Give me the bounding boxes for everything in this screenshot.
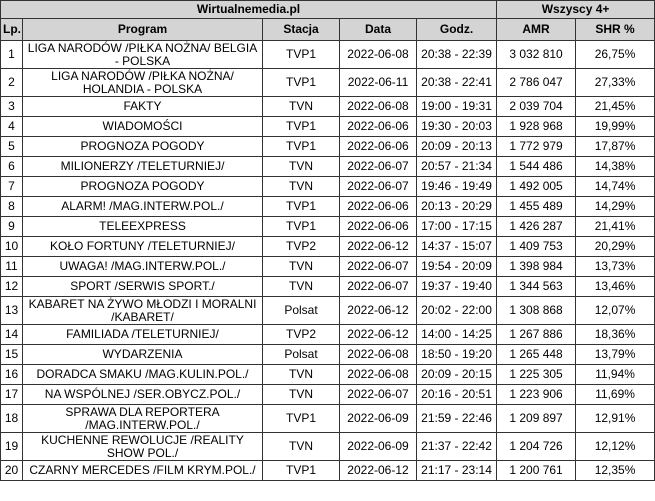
table-row <box>1 157 655 177</box>
cell-shr: 14,38% <box>576 157 655 177</box>
cell-stacja: TVP1 <box>263 41 340 69</box>
table-row <box>1 365 655 385</box>
cell-lp: 6 <box>1 157 23 177</box>
cell-data: 2022-06-12 <box>340 297 417 325</box>
cell-program: DORADCA SMAKU /MAG.KULIN.POL./ <box>23 365 263 385</box>
cell-lp: 19 <box>1 433 23 461</box>
cell-shr: 14,29% <box>576 197 655 217</box>
cell-program: PROGNOZA POGODY <box>23 137 263 157</box>
cell-amr: 1 544 486 <box>497 157 576 177</box>
cell-stacja: TVP1 <box>263 217 340 237</box>
cell-stacja: TVN <box>263 365 340 385</box>
column-header-shr: SHR % <box>576 19 655 41</box>
cell-program: FAMILIADA /TELETURNIEJ/ <box>23 325 263 345</box>
cell-amr: 2 039 704 <box>497 97 576 117</box>
cell-godz: 20:09 - 20:13 <box>417 137 497 157</box>
cell-amr: 1 200 761 <box>497 461 576 481</box>
cell-stacja: TVN <box>263 385 340 405</box>
cell-lp: 17 <box>1 385 23 405</box>
column-header-godz: Godz. <box>417 19 497 41</box>
cell-godz: 17:00 - 17:15 <box>417 217 497 237</box>
cell-lp: 12 <box>1 277 23 297</box>
cell-data: 2022-06-07 <box>340 257 417 277</box>
cell-lp: 7 <box>1 177 23 197</box>
table-row <box>1 197 655 217</box>
cell-godz: 20:38 - 22:39 <box>417 41 497 69</box>
cell-amr: 1 492 005 <box>497 177 576 197</box>
cell-data: 2022-06-07 <box>340 157 417 177</box>
cell-data: 2022-06-12 <box>340 325 417 345</box>
cell-stacja: TVP2 <box>263 237 340 257</box>
cell-program: SPORT /SERWIS SPORT./ <box>23 277 263 297</box>
cell-amr: 1 409 753 <box>497 237 576 257</box>
cell-godz: 20:13 - 20:29 <box>417 197 497 217</box>
cell-data: 2022-06-06 <box>340 117 417 137</box>
table-row <box>1 277 655 297</box>
cell-program: SPRAWA DLA REPORTERA /MAG.INTERW.POL./ <box>23 405 263 433</box>
cell-amr: 1 455 489 <box>497 197 576 217</box>
table-row <box>1 345 655 365</box>
cell-stacja: TVN <box>263 97 340 117</box>
cell-godz: 20:02 - 22:00 <box>417 297 497 325</box>
table-body <box>1 41 655 481</box>
cell-lp: 10 <box>1 237 23 257</box>
cell-godz: 21:37 - 22:42 <box>417 433 497 461</box>
cell-lp: 18 <box>1 405 23 433</box>
cell-amr: 2 786 047 <box>497 69 576 97</box>
cell-stacja: TVP1 <box>263 117 340 137</box>
cell-shr: 12,91% <box>576 405 655 433</box>
cell-lp: 15 <box>1 345 23 365</box>
cell-lp: 4 <box>1 117 23 137</box>
cell-godz: 20:57 - 21:34 <box>417 157 497 177</box>
cell-lp: 9 <box>1 217 23 237</box>
cell-lp: 11 <box>1 257 23 277</box>
table-row <box>1 177 655 197</box>
cell-data: 2022-06-11 <box>340 69 417 97</box>
cell-godz: 20:09 - 20:15 <box>417 365 497 385</box>
cell-shr: 11,69% <box>576 385 655 405</box>
cell-amr: 1 225 305 <box>497 365 576 385</box>
cell-stacja: Polsat <box>263 345 340 365</box>
cell-data: 2022-06-12 <box>340 237 417 257</box>
cell-lp: 14 <box>1 325 23 345</box>
table-title: Wirtualnemedia.pl <box>1 1 497 19</box>
cell-godz: 19:54 - 20:09 <box>417 257 497 277</box>
table-row <box>1 325 655 345</box>
cell-data: 2022-06-09 <box>340 405 417 433</box>
cell-shr: 12,12% <box>576 433 655 461</box>
cell-stacja: TVP1 <box>263 405 340 433</box>
table-row <box>1 69 655 97</box>
column-header-lp: Lp. <box>1 19 23 41</box>
column-header-data: Data <box>340 19 417 41</box>
cell-program: KUCHENNE REWOLUCJE /REALITY SHOW POL./ <box>23 433 263 461</box>
table-row <box>1 433 655 461</box>
cell-program: KABARET NA ŻYWO MŁODZI I MORALNI /KABARET/ <box>23 297 263 325</box>
cell-program: ALARM! /MAG.INTERW.POL./ <box>23 197 263 217</box>
cell-data: 2022-06-06 <box>340 197 417 217</box>
cell-program: PROGNOZA POGODY <box>23 177 263 197</box>
cell-shr: 13,79% <box>576 345 655 365</box>
cell-shr: 13,73% <box>576 257 655 277</box>
cell-shr: 13,46% <box>576 277 655 297</box>
cell-shr: 27,33% <box>576 69 655 97</box>
cell-data: 2022-06-08 <box>340 365 417 385</box>
table-row <box>1 137 655 157</box>
cell-data: 2022-06-09 <box>340 433 417 461</box>
cell-godz: 14:00 - 14:25 <box>417 325 497 345</box>
cell-data: 2022-06-12 <box>340 461 417 481</box>
cell-program: LIGA NARODÓW /PIŁKA NOŻNA/ HOLANDIA - POLSKA <box>23 69 263 97</box>
cell-stacja: TVP1 <box>263 461 340 481</box>
cell-stacja: TVP1 <box>263 197 340 217</box>
cell-amr: 1 398 984 <box>497 257 576 277</box>
cell-amr: 1 265 448 <box>497 345 576 365</box>
cell-amr: 1 267 886 <box>497 325 576 345</box>
cell-stacja: TVN <box>263 257 340 277</box>
cell-lp: 8 <box>1 197 23 217</box>
cell-stacja: TVN <box>263 277 340 297</box>
cell-data: 2022-06-07 <box>340 177 417 197</box>
cell-shr: 19,99% <box>576 117 655 137</box>
cell-program: UWAGA! /MAG.INTERW.POL./ <box>23 257 263 277</box>
table-row <box>1 237 655 257</box>
cell-lp: 2 <box>1 69 23 97</box>
cell-data: 2022-06-08 <box>340 345 417 365</box>
cell-lp: 1 <box>1 41 23 69</box>
column-header-program: Program <box>23 19 263 41</box>
table-row <box>1 257 655 277</box>
cell-amr: 1 204 726 <box>497 433 576 461</box>
table-row <box>1 117 655 137</box>
cell-shr: 14,74% <box>576 177 655 197</box>
cell-shr: 12,35% <box>576 461 655 481</box>
cell-program: MILIONERZY /TELETURNIEJ/ <box>23 157 263 177</box>
cell-shr: 12,07% <box>576 297 655 325</box>
cell-amr: 1 308 868 <box>497 297 576 325</box>
cell-stacja: Polsat <box>263 297 340 325</box>
cell-amr: 1 344 563 <box>497 277 576 297</box>
cell-amr: 1 223 906 <box>497 385 576 405</box>
cell-stacja: TVP1 <box>263 69 340 97</box>
cell-godz: 19:37 - 19:40 <box>417 277 497 297</box>
cell-lp: 3 <box>1 97 23 117</box>
cell-program: FAKTY <box>23 97 263 117</box>
column-header-stacja: Stacja <box>263 19 340 41</box>
cell-stacja: TVN <box>263 433 340 461</box>
cell-program: TELEEXPRESS <box>23 217 263 237</box>
cell-amr: 1 209 897 <box>497 405 576 433</box>
column-header-row <box>1 19 655 41</box>
cell-godz: 21:59 - 22:46 <box>417 405 497 433</box>
cell-godz: 20:38 - 22:41 <box>417 69 497 97</box>
cell-lp: 20 <box>1 461 23 481</box>
cell-data: 2022-06-06 <box>340 137 417 157</box>
column-header-amr: AMR <box>497 19 576 41</box>
cell-godz: 18:50 - 19:20 <box>417 345 497 365</box>
cell-data: 2022-06-08 <box>340 41 417 69</box>
table-row <box>1 41 655 69</box>
cell-amr: 1 772 979 <box>497 137 576 157</box>
cell-program: WIADOMOŚCI <box>23 117 263 137</box>
cell-godz: 14:37 - 15:07 <box>417 237 497 257</box>
cell-data: 2022-06-07 <box>340 385 417 405</box>
table-row <box>1 217 655 237</box>
cell-program: CZARNY MERCEDES /FILM KRYM.POL./ <box>23 461 263 481</box>
cell-data: 2022-06-07 <box>340 277 417 297</box>
cell-lp: 5 <box>1 137 23 157</box>
cell-shr: 17,87% <box>576 137 655 157</box>
cell-amr: 1 426 287 <box>497 217 576 237</box>
cell-amr: 1 928 968 <box>497 117 576 137</box>
cell-godz: 19:00 - 19:31 <box>417 97 497 117</box>
cell-data: 2022-06-06 <box>340 217 417 237</box>
cell-program: KOŁO FORTUNY /TELETURNIEJ/ <box>23 237 263 257</box>
cell-shr: 18,36% <box>576 325 655 345</box>
cell-program: WYDARZENIA <box>23 345 263 365</box>
cell-stacja: TVP2 <box>263 325 340 345</box>
table-row <box>1 461 655 481</box>
cell-stacja: TVN <box>263 177 340 197</box>
group-header: Wszyscy 4+ <box>497 1 655 19</box>
cell-shr: 11,94% <box>576 365 655 385</box>
cell-shr: 21,45% <box>576 97 655 117</box>
cell-godz: 19:46 - 19:49 <box>417 177 497 197</box>
cell-godz: 19:30 - 20:03 <box>417 117 497 137</box>
table-row <box>1 297 655 325</box>
cell-lp: 16 <box>1 365 23 385</box>
cell-stacja: TVP1 <box>263 137 340 157</box>
cell-godz: 20:16 - 20:51 <box>417 385 497 405</box>
cell-godz: 21:17 - 23:14 <box>417 461 497 481</box>
cell-program: LIGA NARODÓW /PIŁKA NOŻNA/ BELGIA - POLSKA <box>23 41 263 69</box>
cell-shr: 20,29% <box>576 237 655 257</box>
cell-shr: 26,75% <box>576 41 655 69</box>
cell-program: NA WSPÓLNEJ /SER.OBYCZ.POL./ <box>23 385 263 405</box>
title-row <box>1 1 655 19</box>
cell-shr: 21,41% <box>576 217 655 237</box>
table-row <box>1 405 655 433</box>
cell-amr: 3 032 810 <box>497 41 576 69</box>
table-row <box>1 385 655 405</box>
cell-data: 2022-06-08 <box>340 97 417 117</box>
cell-lp: 13 <box>1 297 23 325</box>
table-row <box>1 97 655 117</box>
cell-stacja: TVN <box>263 157 340 177</box>
